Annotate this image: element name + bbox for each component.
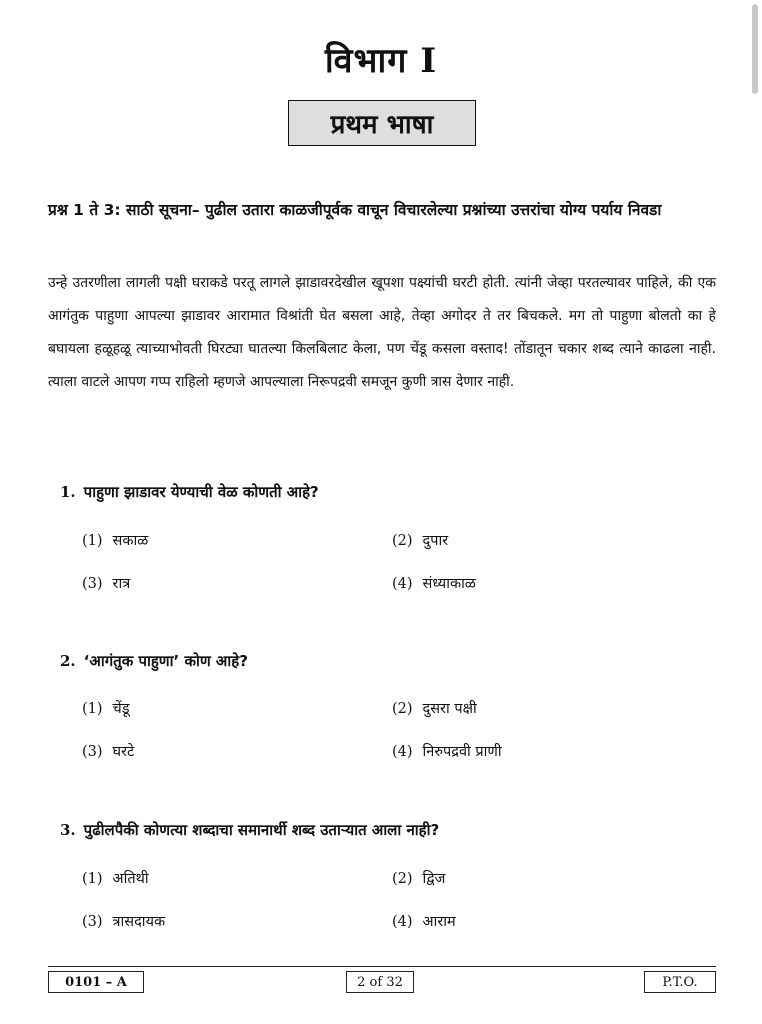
option-3-3[interactable] <box>82 911 165 931</box>
question-2 <box>60 651 248 671</box>
question-text: पुढीलपैकी कोणत्या शब्दाचा समानार्थी शब्द उताऱ्यात आला नाही? <box>83 821 440 839</box>
option-text: द्विज <box>422 871 446 887</box>
option-number: (4) <box>392 744 413 760</box>
pto-label: P.T.O. <box>644 971 716 993</box>
question-3 <box>60 820 439 840</box>
option-text: चेंडू <box>112 701 130 717</box>
option-number: (3) <box>82 744 103 760</box>
language-title: प्रथम भाषा <box>330 110 434 140</box>
option-3-2[interactable] <box>392 868 445 888</box>
option-text: आराम <box>422 914 456 930</box>
option-number: (2) <box>392 701 413 717</box>
question-number: 2. <box>60 652 76 670</box>
option-3-4[interactable] <box>392 911 456 931</box>
option-2-4[interactable] <box>392 741 502 761</box>
option-text: संध्याकाळ <box>422 576 476 592</box>
option-text: दुपार <box>422 533 449 549</box>
question-number: 1. <box>60 483 76 501</box>
option-number: (1) <box>82 701 103 717</box>
option-number: (3) <box>82 914 103 930</box>
option-text: सकाळ <box>112 533 149 549</box>
option-1-4[interactable] <box>392 573 476 593</box>
option-2-3[interactable] <box>82 741 134 761</box>
option-1-2[interactable] <box>392 530 448 550</box>
instruction-text: प्रश्न 1 ते 3: साठी सूचना– पुढील उतारा काळजीपूर्वक वाचून विचारलेल्या प्रश्नांच्या उत्तरांचा योग्य पर्याय निवडा <box>48 201 662 219</box>
option-number: (2) <box>392 871 413 887</box>
option-text: रात्र <box>112 576 131 592</box>
section-heading: विभाग I <box>324 41 438 81</box>
option-number: (4) <box>392 914 413 930</box>
option-2-2[interactable] <box>392 698 477 718</box>
question-1 <box>60 482 319 502</box>
question-text: ‘आगंतुक पाहुणा’ कोण आहे? <box>83 652 248 670</box>
page-number: 2 of 32 <box>346 971 414 993</box>
option-number: (1) <box>82 871 103 887</box>
option-1-3[interactable] <box>82 573 130 593</box>
option-1-1[interactable] <box>82 530 148 550</box>
option-text: दुसरा पक्षी <box>422 701 477 717</box>
paper-code: 0101 – A <box>48 971 144 993</box>
language-title-box <box>288 100 476 146</box>
option-2-1[interactable] <box>82 698 130 718</box>
passage-text: उन्हे उतरणीला लागली पक्षी घराकडे परतू लागले झाडावरदेखील खूपशा पक्ष्यांची घरटी होती. त्यांनी जेव्हा परतल्यावर पाहिले, की एक आगंतुक पाहुणा आपल्या झाडावर आरामात विश्रांती घेत बसला आहे, तेव्हा अगोदर ते तर बिचकले. मग तो पाहुणा बोलतो का हे बघायला हळूहळू त्याच्याभोवती घिरट्या घातल्या किलबिलाट केला, पण चेंडू कसला वस्ताद! तोंडातून चकार शब्द त्याने काढला नाही. त्याला वाटले आपण गप्प राहिलो म्हणजे आपल्याला निरूपद्रवी समजून कुणी त्रास देणार नाही. <box>48 275 716 390</box>
question-number: 3. <box>60 821 76 839</box>
option-number: (1) <box>82 533 103 549</box>
footer-divider <box>48 966 716 967</box>
option-number: (4) <box>392 576 413 592</box>
option-number: (3) <box>82 576 103 592</box>
option-text: अतिथी <box>112 871 149 887</box>
option-3-1[interactable] <box>82 868 149 888</box>
option-text: त्रासदायक <box>112 914 166 930</box>
option-text: घरटे <box>112 744 135 760</box>
option-number: (2) <box>392 533 413 549</box>
question-text: पाहुणा झाडावर येण्याची वेळ कोणती आहे? <box>83 483 319 501</box>
option-text: निरुपद्रवी प्राणी <box>422 744 502 760</box>
